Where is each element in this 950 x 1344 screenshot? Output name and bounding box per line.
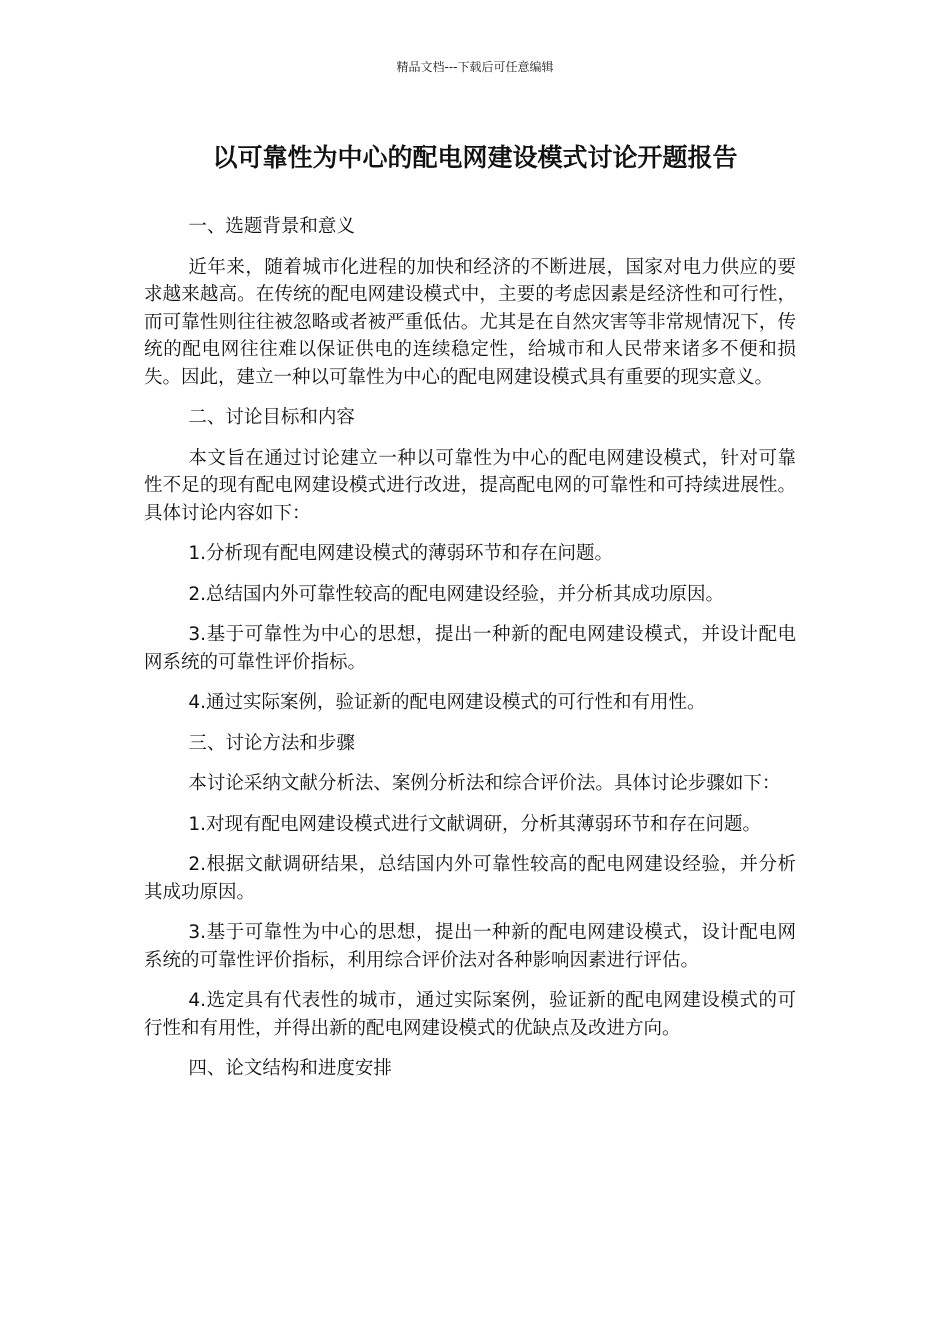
section-heading-2: 二、讨论目标和内容 (188, 407, 355, 428)
section-heading-4: 四、论文结构和进度安排 (188, 1058, 392, 1079)
document-body (144, 213, 796, 1096)
list-item: 3.基于可靠性为中心的思想，提出一种新的配电网建设模式，并设计配电网系统的可靠性评价指标。 (144, 624, 796, 673)
list-item: 2.总结国内外可靠性较高的配电网建设经验，并分析其成功原因。 (188, 583, 725, 605)
list-item: 4.通过实际案例，验证新的配电网建设模式的可行性和有用性。 (188, 692, 706, 713)
list-item: 2.根据文献调研结果，总结国内外可靠性较高的配电网建设经验，并分析其成功原因。 (144, 854, 796, 903)
document-title: 以可靠性为中心的配电网建设模式讨论开题报告 (212, 143, 738, 172)
section-heading-3: 三、讨论方法和步骤 (188, 732, 355, 754)
list-item: 1.分析现有配电网建设模式的薄弱环节和存在问题。 (188, 543, 614, 564)
list-item: 1.对现有配电网建设模式进行文献调研，分析其薄弱环节和存在问题。 (188, 813, 762, 835)
list-item: 4.选定具有代表性的城市，通过实际案例，验证新的配电网建设模式的可行性和有用性，并得出新的配电网建设模式的优缺点及改进方向。 (144, 990, 796, 1039)
section-heading-1: 一、选题背景和意义 (188, 216, 355, 237)
paragraph: 近年来，随着城市化进程的加快和经济的不断进展，国家对电力供应的要求越来越高。在传统的配电网建设模式中，主要的考虑因素是经济性和可行性，而可靠性则往往被忽略或者被严重低估。尤其是在自然灾害等非常规情况下，传统的配电网往往难以保证供电的连续稳定性，给城市和人民带来诸多不便和损失。因此，建立一种以可靠性为中心的配电网建设模式具有重要的现实意义。 (144, 256, 796, 388)
paragraph: 本讨论采纳文献分析法、案例分析法和综合评价法。具体讨论步骤如下： (188, 773, 781, 794)
paragraph: 本文旨在通过讨论建立一种以可靠性为中心的配电网建设模式，针对可靠性不足的现有配电网建设模式进行改进，提高配电网的可靠性和可持续进展性。具体讨论内容如下： (144, 447, 796, 524)
page-header: 精品文档---下载后可任意编辑 (396, 60, 554, 74)
list-item: 3.基于可靠性为中心的思想，提出一种新的配电网建设模式，设计配电网系统的可靠性评价指标，利用综合评价法对各种影响因素进行评估。 (144, 922, 796, 971)
